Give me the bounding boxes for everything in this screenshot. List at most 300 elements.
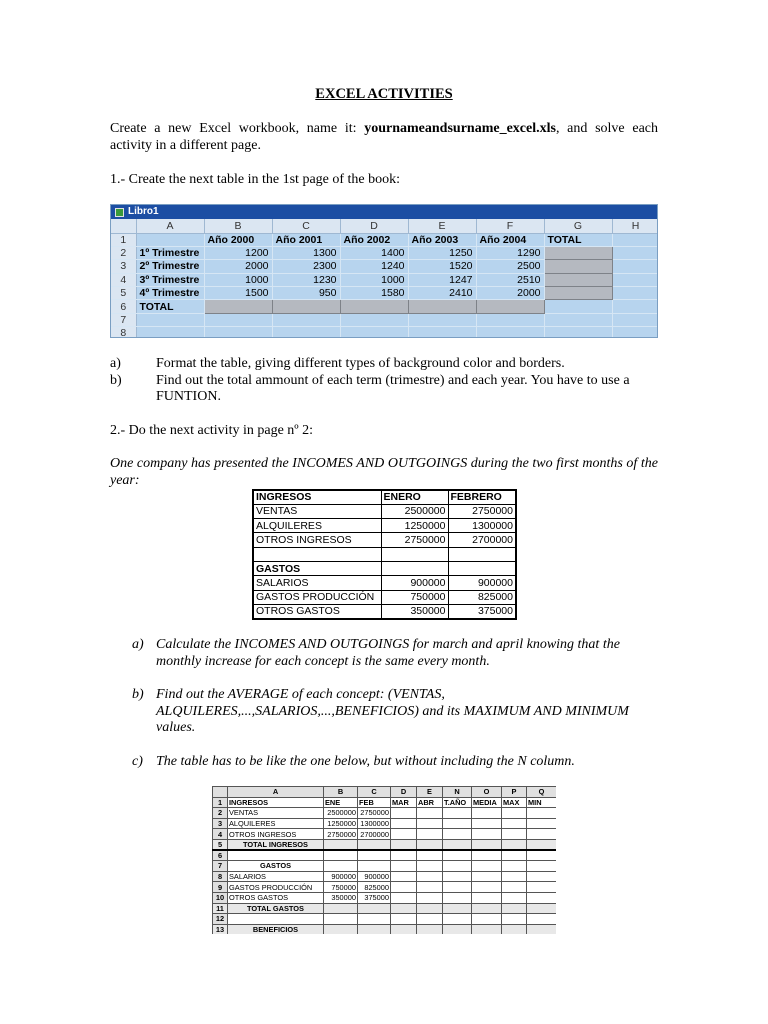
row-header: 4 [213,829,228,840]
sheet-cell [443,829,472,840]
sheet-cell[interactable]: 2300 [272,260,340,273]
sheet-cell[interactable]: 1500 [204,287,272,300]
sheet-cell: ABR [417,797,443,808]
table-cell [381,561,448,575]
table-row [253,576,516,590]
sheet-cell: ENE [324,797,358,808]
row-header: 7 [213,861,228,872]
sheet-cell[interactable]: 1200 [204,246,272,259]
sheet-cell[interactable]: 1580 [340,287,408,300]
table-row [253,547,516,561]
table-cell: 750000 [381,590,448,604]
sheet-cell[interactable] [272,313,340,326]
sheet-cell[interactable] [612,246,658,259]
sheet-cell [472,839,502,850]
sheet-cell [358,861,391,872]
task-item [110,356,658,373]
sheet-cell: SALARIOS [228,871,324,882]
sheet-cell[interactable]: 1000 [204,273,272,286]
sample-result-grid [212,786,556,934]
column-header-row [213,787,557,798]
sheet-cell [527,924,557,934]
sheet-cell: FEB [358,797,391,808]
sheet-cell [502,871,527,882]
sheet-cell[interactable] [136,233,204,246]
sheet-cell [472,871,502,882]
row-header: 6 [213,850,228,861]
sheet-cell[interactable] [408,327,476,338]
sheet-row [111,260,658,273]
table-cell: 825000 [448,590,516,604]
sheet-cell[interactable] [612,273,658,286]
sheet-cell [502,903,527,914]
sheet-cell[interactable]: 1247 [408,273,476,286]
sheet-cell [502,892,527,903]
sheet-cell: 2700000 [358,829,391,840]
sheet-cell [324,861,358,872]
sheet-cell[interactable]: Año 2004 [476,233,544,246]
sheet-cell [472,829,502,840]
sheet-cell: INGRESOS [228,797,324,808]
task-item [110,373,658,406]
sheet-cell [324,914,358,925]
sheet-cell [527,903,557,914]
table-cell: VENTAS [253,504,381,518]
table-cell: ALQUILERES [253,519,381,533]
table-cell: GASTOS PRODUCCIÓN [253,590,381,604]
row-header: 5 [213,839,228,850]
sheet-cell: 750000 [324,882,358,893]
row-header[interactable]: 6 [111,300,136,313]
sheet-cell [502,882,527,893]
sheet-cell: 2750000 [358,808,391,819]
sheet-cell [472,924,502,934]
excel-window-title: Libro1 [128,206,159,217]
excel-window [110,204,658,338]
excel-app-icon [115,208,124,217]
sheet-cell [527,861,557,872]
table-row [253,504,516,518]
sheet-row [111,273,658,286]
table-cell [448,547,516,561]
column-header-row [111,219,658,233]
table-cell [253,547,381,561]
column-header[interactable] [111,219,136,233]
table-cell: 2500000 [381,504,448,518]
sheet-cell[interactable]: 2000 [204,260,272,273]
row-header: 9 [213,882,228,893]
sheet-cell[interactable] [612,300,658,313]
row-header[interactable]: 2 [111,246,136,259]
column-header: D [391,787,417,798]
sheet-cell [443,892,472,903]
table-row [253,519,516,533]
sheet-cell[interactable]: 1250 [408,246,476,259]
sheet-cell [391,839,417,850]
sheet-cell [502,829,527,840]
sheet-cell [472,861,502,872]
sheet-cell [527,839,557,850]
sheet-row [213,861,557,872]
sheet-cell[interactable] [612,233,658,246]
task-text: Calculate the INCOMES AND OUTGOINGS for march and april knowing that the monthly increase for each concept is the same every month. [156,637,620,669]
sheet-row [111,313,658,326]
column-header: C [358,787,391,798]
task-item [110,754,658,771]
sheet-row [213,914,557,925]
sheet-cell[interactable]: 2º Trimestre [136,260,204,273]
excel-sheet-grid [111,219,658,338]
sheet-cell: TOTAL INGRESOS [228,839,324,850]
sheet-cell[interactable]: 2500 [476,260,544,273]
sheet-cell[interactable] [544,327,612,338]
table-row [253,490,516,504]
sheet-cell [443,924,472,934]
sheet-cell: 825000 [358,882,391,893]
activity2-heading: 2.- Do the next activity in page nº 2: [110,423,314,438]
table-cell: 2750000 [448,504,516,518]
sheet-cell[interactable]: 2410 [408,287,476,300]
sheet-cell [443,818,472,829]
sheet-cell [502,861,527,872]
sheet-cell[interactable]: 1520 [408,260,476,273]
row-header: 10 [213,892,228,903]
sheet-row [111,287,658,300]
sheet-cell[interactable] [544,246,612,259]
sheet-cell[interactable] [340,327,408,338]
sheet-cell: GASTOS [228,861,324,872]
sheet-cell [472,850,502,861]
sheet-cell [443,850,472,861]
sheet-cell [472,892,502,903]
table-cell: 1250000 [381,519,448,533]
sheet-cell [391,924,417,934]
sheet-cell [472,903,502,914]
sheet-cell [527,892,557,903]
sheet-cell: GASTOS PRODUCCIÓN [228,882,324,893]
sheet-cell[interactable] [544,273,612,286]
sheet-cell [417,903,443,914]
row-header: 11 [213,903,228,914]
sheet-cell [417,861,443,872]
sheet-cell[interactable] [544,300,612,313]
table-cell: 2750000 [381,533,448,547]
sheet-cell [417,850,443,861]
sheet-cell [472,882,502,893]
sheet-cell [443,903,472,914]
sheet-row [213,850,557,861]
sheet-cell[interactable] [544,313,612,326]
intro-text-before: Create a new Excel workbook, name it: [110,121,365,136]
sheet-cell [391,914,417,925]
sheet-cell[interactable] [204,313,272,326]
sheet-cell [358,914,391,925]
sheet-cell [527,829,557,840]
sheet-cell [358,903,391,914]
sheet-cell [443,871,472,882]
sheet-cell [324,850,358,861]
task-text: Format the table, giving different types of background color and borders. [156,356,565,371]
sheet-row [213,839,557,850]
sheet-cell: 1250000 [324,818,358,829]
table-cell: 900000 [381,576,448,590]
table-cell: ENERO [381,490,448,504]
intro-text-after: , and solve each activity in a different page. [110,121,658,153]
sheet-row [213,892,557,903]
column-header[interactable]: D [340,219,408,233]
row-header[interactable]: 7 [111,313,136,326]
sheet-cell [358,839,391,850]
sheet-cell: 900000 [324,871,358,882]
column-header[interactable]: H [612,219,658,233]
sheet-cell [472,818,502,829]
sheet-cell [417,924,443,934]
column-header: E [417,787,443,798]
sheet-cell[interactable] [272,300,340,313]
sheet-row [111,233,658,246]
sheet-cell[interactable] [204,300,272,313]
sheet-cell [502,818,527,829]
sheet-cell: 2750000 [324,829,358,840]
sheet-cell [527,808,557,819]
row-header: 3 [213,818,228,829]
sheet-cell[interactable] [476,313,544,326]
sheet-cell [358,850,391,861]
table-cell: 2700000 [448,533,516,547]
column-header: P [502,787,527,798]
sheet-cell[interactable] [544,260,612,273]
sheet-row [111,300,658,313]
sheet-cell[interactable]: Año 2001 [272,233,340,246]
sheet-cell[interactable] [476,327,544,338]
sheet-cell[interactable] [340,313,408,326]
sheet-cell: MIN [527,797,557,808]
sheet-row [111,246,658,259]
sheet-cell[interactable]: Año 2002 [340,233,408,246]
sheet-cell [391,882,417,893]
task-label: b) [110,372,122,388]
sheet-cell[interactable]: 2000 [476,287,544,300]
sheet-cell[interactable]: 1000 [340,273,408,286]
sheet-cell: T.AÑO [443,797,472,808]
sheet-cell [502,808,527,819]
sheet-row [213,871,557,882]
table-cell: OTROS INGRESOS [253,533,381,547]
excel-titlebar [111,205,657,219]
sheet-cell [502,914,527,925]
sheet-cell: 375000 [358,892,391,903]
sheet-cell[interactable]: TOTAL [136,300,204,313]
sheet-cell [324,924,358,934]
table-cell: 1300000 [448,519,516,533]
column-header: A [228,787,324,798]
column-header[interactable]: F [476,219,544,233]
sheet-row [213,882,557,893]
table-row [253,604,516,618]
sheet-cell: TOTAL GASTOS [228,903,324,914]
task-label: c) [132,753,143,769]
sheet-cell[interactable] [612,287,658,300]
intro-filename: yournameandsurname_excel.xls [364,121,556,136]
sheet-cell[interactable] [612,260,658,273]
table-cell [448,561,516,575]
row-header: 1 [213,797,228,808]
table-cell: FEBRERO [448,490,516,504]
task-label: a) [110,356,121,371]
sheet-cell [527,871,557,882]
sheet-cell: 900000 [358,871,391,882]
activity2-description: One company has presented the INCOMES AND OUTGOINGS during the two first months of the year: [110,456,658,488]
sheet-cell[interactable] [408,300,476,313]
sheet-cell [443,839,472,850]
row-header: 13 [213,924,228,934]
task-label: a) [132,637,144,652]
row-header: 12 [213,914,228,925]
sheet-cell [472,808,502,819]
sheet-cell[interactable]: TOTAL [544,233,612,246]
sheet-cell [391,892,417,903]
sheet-cell [502,924,527,934]
sheet-cell[interactable] [612,313,658,326]
column-header: Q [527,787,557,798]
sheet-cell [527,818,557,829]
column-header[interactable]: C [272,219,340,233]
sheet-cell [391,850,417,861]
sheet-cell [472,914,502,925]
sheet-cell [417,871,443,882]
sheet-row [213,903,557,914]
intro-paragraph [110,121,658,154]
column-header[interactable]: E [408,219,476,233]
column-header[interactable]: A [136,219,204,233]
sheet-cell: OTROS GASTOS [228,892,324,903]
sheet-cell[interactable] [340,300,408,313]
task-text: Find out the AVERAGE of each concept: (VENTAS, ALQUILERES,...,SALARIOS,...,BENEFICIOS) and its MAXIMUM AND MINIMUM values. [156,687,629,735]
sheet-cell[interactable] [272,327,340,338]
sheet-cell[interactable]: 1240 [340,260,408,273]
sheet-cell [391,808,417,819]
task-item [110,687,658,737]
activity1-heading: 1.- Create the next table in the 1st page of the book: [110,172,401,187]
sheet-cell [358,924,391,934]
table-cell: OTROS GASTOS [253,604,381,618]
sheet-row [213,797,557,808]
table-cell: GASTOS [253,561,381,575]
sheet-row [213,818,557,829]
sheet-cell: 1300000 [358,818,391,829]
sample-result-sheet [212,786,556,934]
table-cell: INGRESOS [253,490,381,504]
sheet-row [213,924,557,934]
row-header: 2 [213,808,228,819]
column-header: B [324,787,358,798]
sheet-cell: MAX [502,797,527,808]
sheet-cell [417,818,443,829]
row-header[interactable]: 8 [111,327,136,338]
column-header[interactable]: G [544,219,612,233]
column-header: N [443,787,472,798]
column-header[interactable]: B [204,219,272,233]
sheet-cell [527,914,557,925]
sheet-cell [417,914,443,925]
sheet-cell [391,861,417,872]
sheet-cell [417,839,443,850]
sheet-cell[interactable]: 1230 [272,273,340,286]
table-cell [381,547,448,561]
row-header[interactable]: 1 [111,233,136,246]
table-row [253,561,516,575]
sheet-cell [324,903,358,914]
sheet-cell: OTROS INGRESOS [228,829,324,840]
sheet-cell[interactable] [136,327,204,338]
sheet-cell[interactable]: 4º Trimestre [136,287,204,300]
sheet-cell: 2500000 [324,808,358,819]
row-header[interactable]: 5 [111,287,136,300]
sheet-cell [417,892,443,903]
task-item [110,637,658,670]
task-label: b) [132,687,144,702]
sheet-cell: MAR [391,797,417,808]
sheet-cell [228,914,324,925]
sheet-cell[interactable] [544,287,612,300]
sheet-cell[interactable]: 950 [272,287,340,300]
sheet-cell [443,808,472,819]
sheet-cell[interactable]: Año 2003 [408,233,476,246]
sheet-cell [527,850,557,861]
sheet-cell[interactable]: 1290 [476,246,544,259]
sheet-cell[interactable]: 3º Trimestre [136,273,204,286]
sheet-cell[interactable]: 1º Trimestre [136,246,204,259]
task-text: Find out the total ammount of each term (trimestre) and each year. You have to use a FUNTION. [156,372,630,404]
row-header[interactable]: 4 [111,273,136,286]
sheet-cell [324,839,358,850]
sheet-cell [443,914,472,925]
sheet-row [111,327,658,338]
sheet-cell[interactable]: 2510 [476,273,544,286]
activity1-task-list [110,356,658,406]
row-header: 8 [213,871,228,882]
sheet-cell[interactable] [408,313,476,326]
task-text: The table has to be like the one below, but without including the N column. [156,753,575,769]
sheet-cell[interactable] [476,300,544,313]
sheet-cell [228,850,324,861]
sheet-cell [417,808,443,819]
sheet-cell[interactable] [612,327,658,338]
column-header [213,787,228,798]
activity2-task-list [110,637,658,770]
sheet-cell [502,839,527,850]
sheet-cell [443,882,472,893]
sheet-cell [417,829,443,840]
sheet-cell[interactable] [204,327,272,338]
sheet-cell[interactable] [136,313,204,326]
sheet-cell[interactable]: Año 2000 [204,233,272,246]
sheet-cell [502,850,527,861]
sheet-cell[interactable]: 1300 [272,246,340,259]
sheet-cell[interactable]: 1400 [340,246,408,259]
sheet-cell [391,903,417,914]
table-cell: 375000 [448,604,516,618]
sheet-cell: BENEFICIOS [228,924,324,934]
table-cell: 350000 [381,604,448,618]
sheet-cell [443,861,472,872]
sheet-cell: VENTAS [228,808,324,819]
sheet-cell: MEDIA [472,797,502,808]
sheet-cell: 350000 [324,892,358,903]
sheet-row [213,808,557,819]
row-header[interactable]: 3 [111,260,136,273]
table-row [253,590,516,604]
